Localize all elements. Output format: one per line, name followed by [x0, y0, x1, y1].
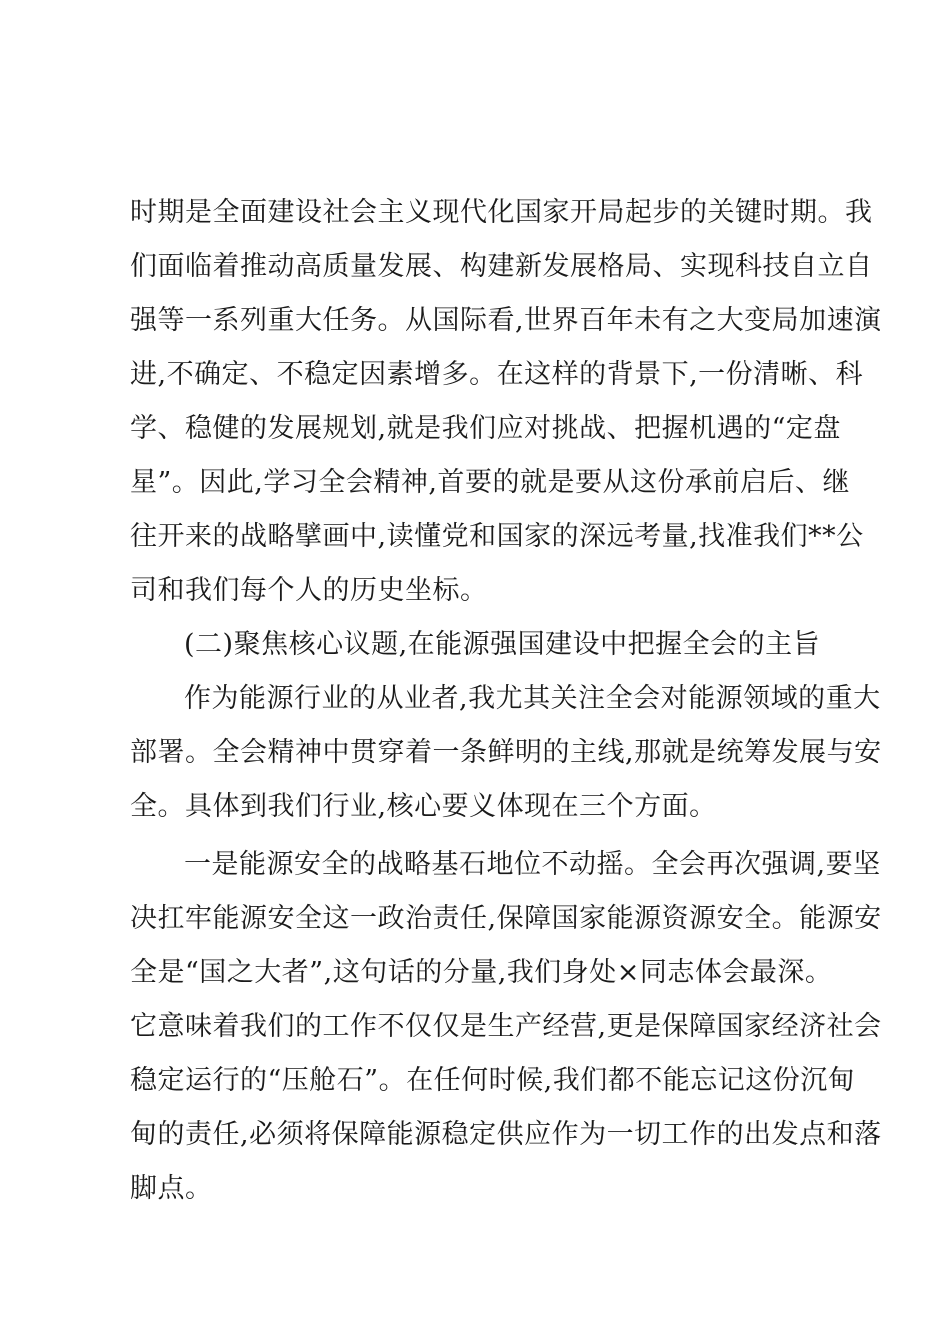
text-line: 甸的责任,必须将保障能源稳定供应作为一切工作的出发点和落	[130, 1119, 882, 1150]
text-line: 司和我们每个人的历史坐标。	[130, 575, 488, 606]
text-line: 们面临着推动高质量发展、构建新发展格局、实现科技自立自	[130, 251, 873, 282]
section-heading	[130, 618, 830, 672]
heading-line: (二)聚焦核心议题,在能源强国建设中把握全会的主旨	[184, 629, 821, 660]
text-line: 强等一系列重大任务。从国际看,世界百年未有之大变局加速演	[130, 305, 882, 336]
text-line: 一是能源安全的战略基石地位不动摇。全会再次强调,要坚	[184, 849, 881, 880]
paragraph-context	[130, 186, 882, 618]
text-line: 时期是全面建设社会主义现代化国家开局起步的关键时期。我	[130, 197, 873, 228]
text-line: 星”。因此,学习全会精神,首要的就是要从这份承前启后、继	[130, 467, 850, 498]
text-line: 全是“国之大者”,这句话的分量,我们身处×同志体会最深。	[130, 957, 833, 988]
text-line: 学、稳健的发展规划,就是我们应对挑战、把握机遇的“定盘	[130, 413, 841, 444]
text-line: 部署。全会精神中贯穿着一条鲜明的主线,那就是统筹发展与安	[130, 737, 882, 768]
text-line: 稳定运行的“压舱石”。在任何时候,我们都不能忘记这份沉甸	[130, 1065, 856, 1096]
text-line: 作为能源行业的从业者,我尤其关注全会对能源领域的重大	[184, 683, 881, 714]
text-line: 往开来的战略擘画中,读懂党和国家的深远考量,找准我们**公	[130, 521, 864, 552]
text-line: 全。具体到我们行业,核心要义体现在三个方面。	[130, 791, 717, 822]
text-line: 它意味着我们的工作不仅仅是生产经营,更是保障国家经济社会	[130, 1011, 882, 1042]
text-line: 脚点。	[130, 1173, 213, 1204]
document-body	[130, 186, 882, 1216]
paragraph-energy-focus	[130, 672, 882, 834]
paragraph-energy-security	[130, 838, 882, 1216]
text-line: 进,不确定、不稳定因素增多。在这样的背景下,一份清晰、科	[130, 359, 864, 390]
text-line: 决扛牢能源安全这一政治责任,保障国家能源资源安全。能源安	[130, 903, 882, 934]
